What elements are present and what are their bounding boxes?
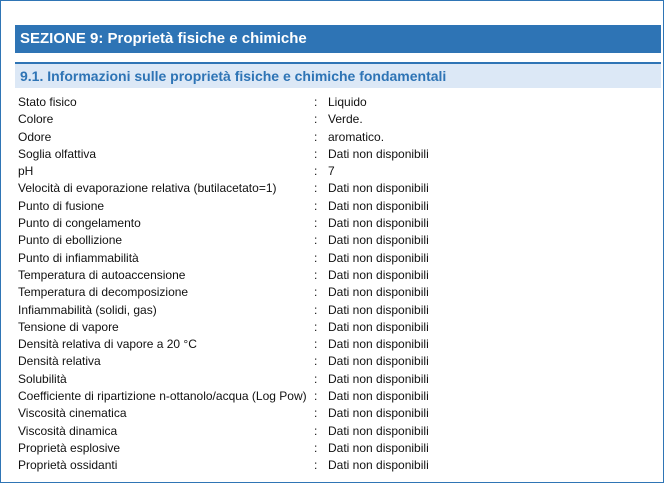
property-label: Colore	[18, 112, 54, 127]
property-row	[18, 457, 658, 474]
property-label: Infiammabilità (solidi, gas)	[18, 302, 157, 317]
property-label: Densità relativa	[18, 354, 101, 369]
property-value: Liquido	[328, 95, 367, 109]
property-value: Verde.	[328, 112, 363, 127]
property-separator: :	[314, 198, 318, 213]
property-label: Coefficiente di ripartizione n-ottanolo/acqua (Log Pow)	[18, 389, 307, 404]
property-value: Dati non disponibili	[328, 216, 429, 231]
property-label: Punto di congelamento	[18, 216, 141, 231]
property-separator: :	[314, 129, 318, 144]
property-label: Viscosità dinamica	[18, 423, 118, 438]
property-separator: :	[314, 371, 318, 386]
property-separator: :	[314, 319, 318, 334]
property-label: Viscosità cinematica	[18, 406, 127, 421]
property-row	[18, 336, 658, 353]
property-row	[18, 146, 658, 163]
property-row	[18, 423, 658, 440]
property-label: Proprietà esplosive	[18, 440, 121, 455]
property-separator: :	[314, 337, 318, 352]
property-separator: :	[314, 458, 318, 473]
property-row	[18, 129, 658, 146]
property-row	[18, 371, 658, 388]
property-separator: :	[314, 146, 318, 161]
property-row	[18, 284, 658, 301]
property-label: pH	[18, 164, 34, 179]
property-value: Dati non disponibili	[328, 406, 429, 421]
property-label: Tensione di vapore	[18, 319, 119, 334]
property-label: Densità relativa di vapore a 20 °C	[18, 337, 197, 352]
property-value: Dati non disponibili	[328, 302, 429, 317]
section-title: SEZIONE 9: Proprietà fisiche e chimiche	[15, 25, 661, 53]
property-separator: :	[314, 423, 318, 438]
property-value: Dati non disponibili	[328, 198, 429, 213]
property-row	[18, 405, 658, 422]
property-separator: :	[314, 112, 318, 127]
property-separator: :	[314, 164, 318, 179]
property-separator: :	[314, 302, 318, 317]
property-value: 7	[328, 164, 335, 179]
property-value: Dati non disponibili	[328, 250, 429, 265]
property-value: Dati non disponibili	[328, 458, 429, 473]
property-separator: :	[314, 95, 318, 109]
property-value: Dati non disponibili	[328, 181, 429, 196]
property-separator: :	[314, 216, 318, 231]
property-label: Solubilità	[18, 371, 67, 386]
property-row	[18, 232, 658, 249]
property-separator: :	[314, 389, 318, 404]
property-row	[18, 111, 658, 128]
property-separator: :	[314, 250, 318, 265]
property-row	[18, 215, 658, 232]
property-label: Soglia olfattiva	[18, 146, 97, 161]
property-value: Dati non disponibili	[328, 354, 429, 369]
property-value: Dati non disponibili	[328, 233, 429, 248]
property-label: Proprietà ossidanti	[18, 458, 118, 473]
property-row	[18, 163, 658, 180]
property-row	[18, 180, 658, 197]
property-row	[18, 388, 658, 405]
property-label: Punto di infiammabilità	[18, 250, 139, 265]
property-row	[18, 267, 658, 284]
property-value: Dati non disponibili	[328, 319, 429, 334]
property-label: Temperatura di decomposizione	[18, 285, 189, 300]
property-value: Dati non disponibili	[328, 267, 429, 282]
properties-table	[18, 94, 658, 475]
property-row	[18, 319, 658, 336]
property-label: Punto di ebollizione	[18, 233, 123, 248]
property-separator: :	[314, 233, 318, 248]
property-separator: :	[314, 267, 318, 282]
property-separator: :	[314, 406, 318, 421]
property-row	[18, 440, 658, 457]
property-value: aromatico.	[328, 129, 385, 144]
property-separator: :	[314, 440, 318, 455]
property-row	[18, 198, 658, 215]
property-separator: :	[314, 285, 318, 300]
property-label: Velocità di evaporazione relativa (butilacetato=1)	[18, 181, 277, 196]
property-value: Dati non disponibili	[328, 285, 429, 300]
property-value: Dati non disponibili	[328, 337, 429, 352]
property-row	[18, 94, 658, 111]
property-value: Dati non disponibili	[328, 389, 429, 404]
property-row	[18, 250, 658, 267]
property-separator: :	[314, 181, 318, 196]
property-value: Dati non disponibili	[328, 371, 429, 386]
property-value: Dati non disponibili	[328, 440, 429, 455]
property-separator: :	[314, 354, 318, 369]
property-label: Temperatura di autoaccensione	[18, 267, 186, 282]
property-value: Dati non disponibili	[328, 146, 429, 161]
subsection-title: 9.1. Informazioni sulle proprietà fisiche e chimiche fondamentali	[15, 62, 661, 88]
property-label: Punto di fusione	[18, 198, 105, 213]
property-row	[18, 353, 658, 370]
property-row	[18, 302, 658, 319]
property-label: Stato fisico	[18, 95, 77, 109]
property-label: Odore	[18, 129, 52, 144]
property-value: Dati non disponibili	[328, 423, 429, 438]
